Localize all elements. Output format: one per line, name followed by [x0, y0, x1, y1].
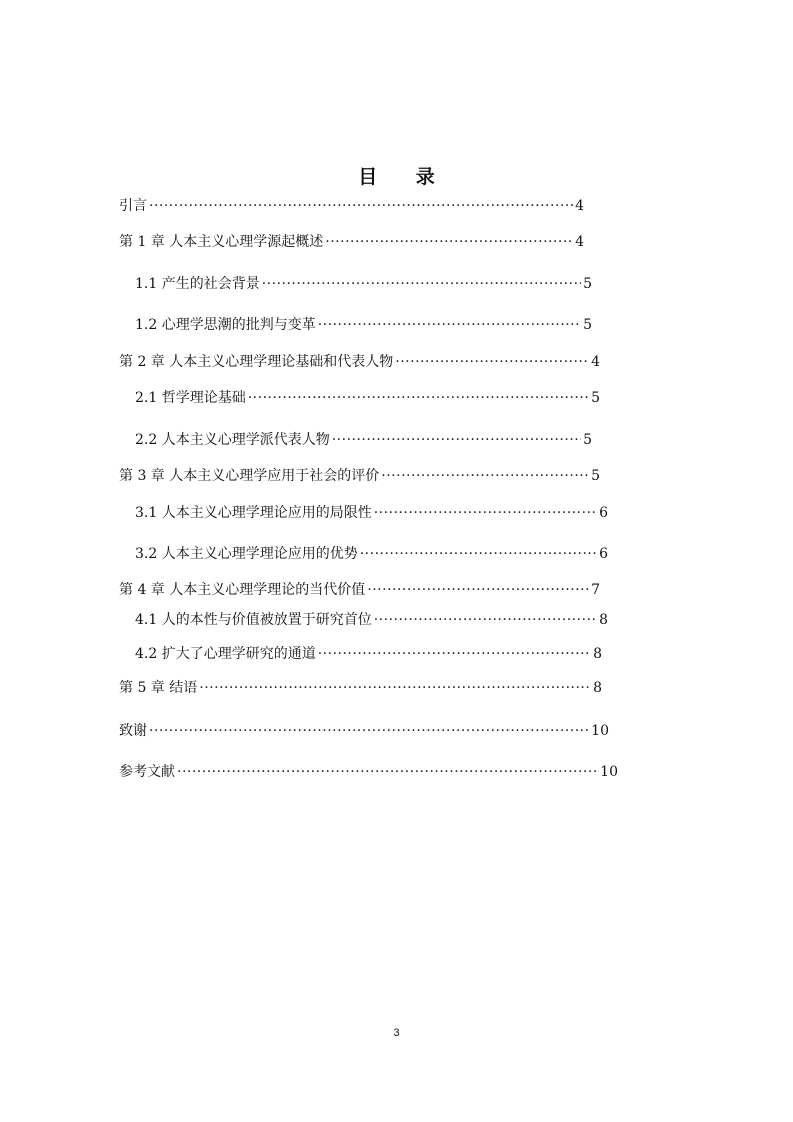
dot-leader — [325, 231, 573, 253]
toc-entry-page: 6 — [599, 505, 608, 521]
toc-title: 目 录 — [358, 166, 451, 188]
toc-entry-label: 第 5 章 结语 — [119, 680, 198, 696]
toc-entry-acknowledgements[interactable] — [119, 720, 609, 742]
toc-entry-section-1-2[interactable] — [135, 314, 592, 336]
dot-leader — [248, 387, 589, 409]
toc-entry-page: 6 — [599, 546, 608, 562]
toc-entry-chapter-3[interactable] — [119, 465, 600, 487]
toc-entry-label: 致谢 — [119, 723, 147, 739]
toc-entry-page: 7 — [591, 582, 600, 598]
toc-entry-page: 5 — [591, 390, 600, 406]
dot-leader — [367, 579, 589, 601]
toc-entry-label: 1.1 产生的社会背景 — [135, 276, 260, 292]
dot-leader — [262, 273, 581, 295]
toc-entry-label: 2.2 人本主义心理学派代表人物 — [135, 432, 330, 448]
toc-entry-label: 1.2 心理学思潮的批判与变革 — [135, 317, 316, 333]
toc-entry-section-4-1[interactable] — [135, 609, 608, 631]
toc-entry-page: 8 — [599, 612, 608, 628]
toc-entry-label: 4.1 人的本性与价值被放置于研究首位 — [135, 612, 372, 628]
toc-entry-section-2-1[interactable] — [135, 387, 600, 409]
toc-entry-section-3-1[interactable] — [135, 502, 608, 524]
toc-entry-page: 5 — [583, 432, 592, 448]
toc-entry-section-2-2[interactable] — [135, 429, 592, 451]
dot-leader — [381, 465, 589, 487]
toc-entry-label: 4.2 扩大了心理学研究的通道 — [135, 646, 316, 662]
dot-leader — [360, 543, 597, 565]
toc-entry-page: 4 — [575, 234, 584, 250]
toc-entry-label: 引言 — [119, 198, 147, 214]
dot-leader — [332, 429, 581, 451]
dot-leader — [318, 314, 581, 336]
toc-entry-label: 第 3 章 人本主义心理学应用于社会的评价 — [119, 468, 380, 484]
dot-leader — [374, 502, 597, 524]
dot-leader — [318, 643, 591, 665]
toc-entry-chapter-2[interactable] — [119, 351, 600, 373]
toc-entry-page: 4 — [591, 354, 600, 370]
toc-entry-chapter-1[interactable] — [119, 231, 584, 253]
toc-entry-label: 参考文献 — [119, 764, 175, 780]
toc-entry-page: 5 — [583, 317, 592, 333]
toc-entry-label: 第 2 章 人本主义心理学理论基础和代表人物 — [119, 354, 394, 370]
toc-entry-page: 10 — [591, 723, 609, 739]
dot-leader — [374, 609, 597, 631]
dot-leader — [395, 351, 589, 373]
toc-entry-chapter-4[interactable] — [119, 579, 600, 601]
page-number: 3 — [393, 1027, 400, 1039]
toc-entry-intro[interactable] — [119, 195, 584, 217]
toc-entry-label: 2.1 哲学理论基础 — [135, 390, 246, 406]
toc-entry-label: 3.1 人本主义心理学理论应用的局限性 — [135, 505, 372, 521]
dot-leader — [149, 195, 573, 217]
toc-entry-section-4-2[interactable] — [135, 643, 602, 665]
toc-entry-section-1-1[interactable] — [135, 273, 592, 295]
toc-entry-page: 8 — [593, 680, 602, 696]
toc-entry-page: 4 — [575, 198, 584, 214]
toc-entry-references[interactable] — [119, 761, 618, 783]
toc-entry-page: 5 — [583, 276, 592, 292]
toc-entry-page: 8 — [593, 646, 602, 662]
toc-entry-section-3-2[interactable] — [135, 543, 608, 565]
toc-entry-page: 5 — [591, 468, 600, 484]
toc-entry-chapter-5[interactable] — [119, 677, 602, 699]
toc-entry-page: 10 — [600, 764, 618, 780]
dot-leader — [149, 720, 589, 742]
dot-leader — [177, 761, 598, 783]
toc-entry-label: 3.2 人本主义心理学理论应用的优势 — [135, 546, 358, 562]
dot-leader — [199, 677, 591, 699]
toc-entry-label: 第 4 章 人本主义心理学理论的当代价值 — [119, 582, 366, 598]
toc-entry-label: 第 1 章 人本主义心理学源起概述 — [119, 234, 324, 250]
